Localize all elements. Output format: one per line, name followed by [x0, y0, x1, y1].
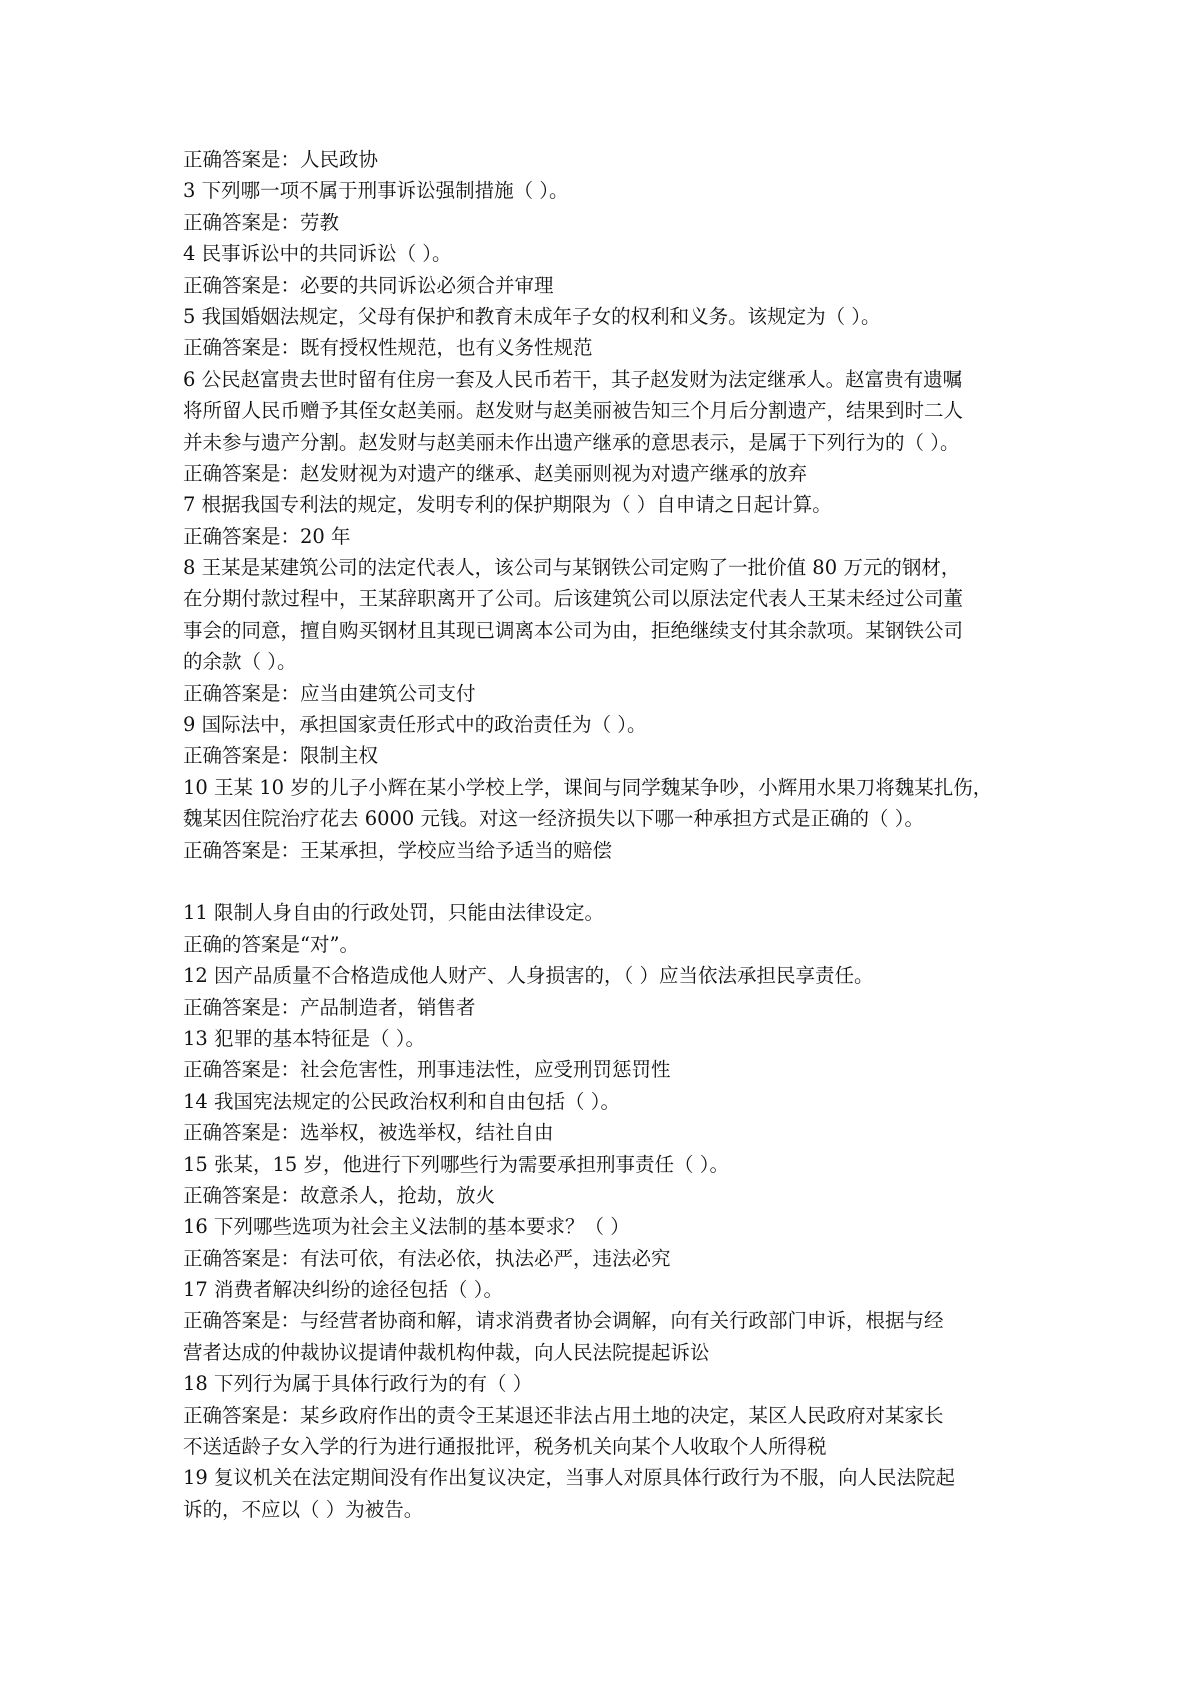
question-line: 事会的同意，擅自购买钢材且其现已调离本公司为由，拒绝继续支付其余款项。某钢铁公司 — [183, 618, 964, 642]
question-line: 10 王某 10 岁的儿子小辉在某小学校上学，课间与同学魏某争吵，小辉用水果刀将魏某扎伤， — [183, 775, 993, 799]
paragraph-gap — [183, 866, 1023, 897]
question-line: 8 王某是某建筑公司的法定代表人，该公司与某钢铁公司定购了一批价值 80 万元的钢材， — [183, 556, 961, 580]
answer-line: 正确答案是：与经营者协商和解，请求消费者协会调解，向有关行政部门申诉，根据与经 — [183, 1309, 944, 1333]
answer-line: 正确答案是：某乡政府作出的责令王某退还非法占用土地的决定，某区人民政府对某家长 — [183, 1403, 944, 1427]
answer-line: 正确答案是：产品制造者，销售者 — [183, 995, 476, 1019]
question-line: 18 下列行为属于具体行政行为的有（ ） — [183, 1372, 533, 1396]
answer-line: 正确答案是：选举权，被选举权，结社自由 — [183, 1121, 554, 1145]
answer-line: 营者达成的仲裁协议提请仲裁机构仲裁，向人民法院提起诉讼 — [183, 1340, 710, 1364]
answer-line: 正确答案是：赵发财视为对遗产的继承、赵美丽则视为对遗产继承的放弃 — [183, 461, 808, 485]
question-line: 6 公民赵富贵去世时留有住房一套及人民币若干，其子赵发财为法定继承人。赵富贵有遗嘱 — [183, 367, 963, 391]
question-line: 13 犯罪的基本特征是（ ）。 — [183, 1026, 425, 1050]
answer-line: 正确答案是：限制主权 — [183, 744, 379, 768]
question-line: 16 下列哪些选项为社会主义法制的基本要求？（ ） — [183, 1215, 630, 1239]
answer-line: 正确答案是：社会危害性，刑事违法性，应受刑罚惩罚性 — [183, 1058, 671, 1082]
answer-line: 正确的答案是“对”。 — [183, 932, 359, 956]
answer-line: 正确答案是：必要的共同诉讼必须合并审理 — [183, 273, 554, 297]
question-line: 诉的，不应以（ ）为被告。 — [183, 1497, 424, 1521]
answer-line: 正确答案是：劳教 — [183, 210, 340, 234]
question-line: 17 消费者解决纠纷的途径包括（ ）。 — [183, 1278, 503, 1302]
document-body — [183, 144, 1023, 1525]
question-line: 15 张某，15 岁，他进行下列哪些行为需要承担刑事责任（ ）。 — [183, 1152, 729, 1176]
question-line: 在分期付款过程中，王某辞职离开了公司。后该建筑公司以原法定代表人王某未经过公司董 — [183, 587, 964, 611]
answer-line: 正确答案是：应当由建筑公司支付 — [183, 681, 476, 705]
question-line: 7 根据我国专利法的规定，发明专利的保护期限为（ ）自申请之日起计算。 — [183, 493, 832, 517]
question-line: 的余款（ ）。 — [183, 650, 297, 674]
question-line: 4 民事诉讼中的共同诉讼（ ）。 — [183, 242, 452, 266]
question-line: 5 我国婚姻法规定，父母有保护和教育未成年子女的权利和义务。该规定为（ ）。 — [183, 304, 881, 328]
question-line: 魏某因住院治疗花去 6000 元钱。对这一经济损失以下哪一种承担方式是正确的（ ）。 — [183, 807, 924, 831]
question-line: 3 下列哪一项不属于刑事诉讼强制措施（ ）。 — [183, 179, 569, 203]
answer-line: 正确答案是：人民政协 — [183, 148, 379, 171]
answer-line: 正确答案是：故意杀人，抢劫，放火 — [183, 1183, 496, 1207]
answer-line: 正确答案是：王某承担，学校应当给予适当的赔偿 — [183, 838, 613, 862]
answer-line: 正确答案是：有法可依，有法必依，执法必严，违法必究 — [183, 1246, 671, 1270]
answer-line: 正确答案是：20 年 — [183, 524, 351, 548]
question-line: 12 因产品质量不合格造成他人财产、人身损害的，（ ）应当依法承担民享责任。 — [183, 964, 874, 988]
question-line: 并未参与遗产分割。赵发财与赵美丽未作出遗产继承的意思表示，是属于下列行为的（ ）。 — [183, 430, 960, 454]
question-line: 9 国际法中，承担国家责任形式中的政治责任为（ ）。 — [183, 713, 647, 737]
question-line: 14 我国宪法规定的公民政治权利和自由包括（ ）。 — [183, 1089, 620, 1113]
answer-line: 正确答案是：既有授权性规范，也有义务性规范 — [183, 336, 593, 360]
question-line: 将所留人民币赠予其侄女赵美丽。赵发财与赵美丽被告知三个月后分割遗产，结果到时二人 — [183, 399, 964, 423]
answer-line: 不送适龄子女入学的行为进行通报批评，税务机关向某个人收取个人所得税 — [183, 1435, 827, 1459]
question-line: 11 限制人身自由的行政处罚，只能由法律设定。 — [183, 901, 605, 925]
question-line: 19 复议机关在法定期间没有作出复议决定，当事人对原具体行政行为不服，向人民法院起 — [183, 1466, 956, 1490]
